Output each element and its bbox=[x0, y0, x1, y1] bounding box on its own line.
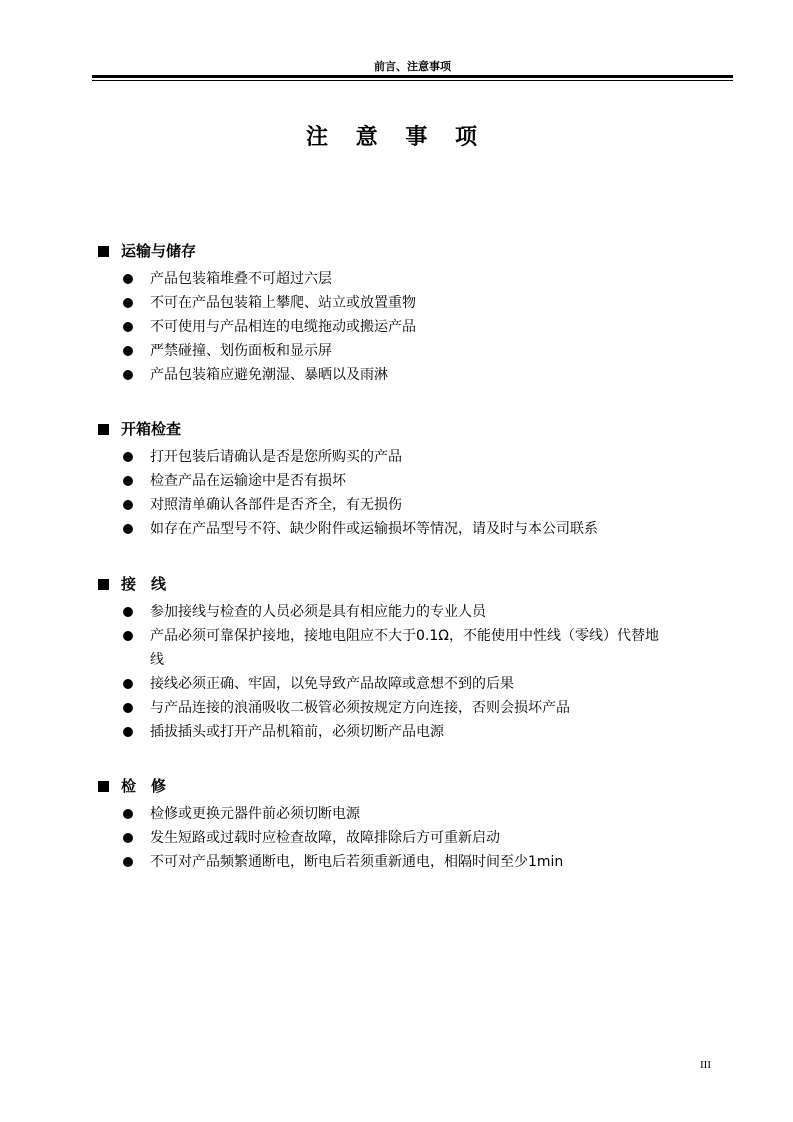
section-heading-text: 运输与储存 bbox=[121, 242, 197, 260]
section-list bbox=[96, 445, 736, 541]
list-item: 参加接线与检查的人员必须是具有相应能力的专业人员 bbox=[96, 600, 666, 624]
section-list bbox=[96, 267, 736, 387]
list-item: 与产品连接的浪涌吸收二极管必须按规定方向连接，否则会损坏产品 bbox=[96, 696, 666, 720]
list-item: 打开包装后请确认是否是您所购买的产品 bbox=[96, 445, 666, 469]
square-bullet-icon bbox=[98, 781, 109, 792]
round-bullet-icon bbox=[123, 346, 133, 356]
list-item: 严禁碰撞、划伤面板和显示屏 bbox=[96, 339, 666, 363]
list-item: 产品包装箱应避免潮湿、暴晒以及雨淋 bbox=[96, 363, 666, 387]
round-bullet-icon bbox=[123, 500, 133, 510]
list-item: 检查产品在运输途中是否有损坏 bbox=[96, 469, 666, 493]
round-bullet-icon bbox=[123, 833, 133, 843]
list-item: 不可对产品频繁通断电，断电后若须重新通电，相隔时间至少1min bbox=[96, 850, 666, 874]
round-bullet-icon bbox=[123, 857, 133, 867]
running-header: 前言、注意事项 bbox=[374, 60, 451, 73]
section-heading bbox=[96, 418, 736, 440]
section-transport-storage bbox=[96, 240, 736, 387]
list-item: 不可在产品包装箱上攀爬、站立或放置重物 bbox=[96, 291, 666, 315]
list-item: 对照清单确认各部件是否齐全，有无损伤 bbox=[96, 493, 666, 517]
square-bullet-icon bbox=[98, 246, 109, 257]
list-item: 不可使用与产品相连的电缆拖动或搬运产品 bbox=[96, 315, 666, 339]
round-bullet-icon bbox=[123, 607, 133, 617]
square-bullet-icon bbox=[98, 424, 109, 435]
section-maintenance bbox=[96, 775, 736, 874]
round-bullet-icon bbox=[123, 370, 133, 380]
header-rule-thin bbox=[92, 80, 733, 81]
section-heading bbox=[96, 240, 736, 262]
header-rule-thick bbox=[92, 75, 733, 78]
round-bullet-icon bbox=[123, 476, 133, 486]
section-heading-text: 接 线 bbox=[121, 575, 167, 593]
list-item: 产品包装箱堆叠不可超过六层 bbox=[96, 267, 666, 291]
round-bullet-icon bbox=[123, 524, 133, 534]
round-bullet-icon bbox=[123, 452, 133, 462]
section-list bbox=[96, 600, 736, 744]
page-number: III bbox=[700, 1059, 711, 1071]
square-bullet-icon bbox=[98, 579, 109, 590]
list-item: 接线必须正确、牢固，以免导致产品故障或意想不到的后果 bbox=[96, 672, 666, 696]
round-bullet-icon bbox=[123, 631, 133, 641]
section-wiring bbox=[96, 573, 736, 744]
round-bullet-icon bbox=[123, 298, 133, 308]
section-heading bbox=[96, 573, 736, 595]
round-bullet-icon bbox=[123, 322, 133, 332]
list-item: 检修或更换元器件前必须切断电源 bbox=[96, 802, 666, 826]
round-bullet-icon bbox=[123, 274, 133, 284]
round-bullet-icon bbox=[123, 727, 133, 737]
section-unpacking-inspection bbox=[96, 418, 736, 541]
page-title: 注 意 事 项 bbox=[306, 125, 487, 150]
section-heading-text: 检 修 bbox=[121, 777, 167, 795]
list-item: 发生短路或过载时应检查故障，故障排除后方可重新启动 bbox=[96, 826, 666, 850]
round-bullet-icon bbox=[123, 809, 133, 819]
section-heading-text: 开箱检查 bbox=[121, 420, 182, 438]
list-item: 如存在产品型号不符、缺少附件或运输损坏等情况，请及时与本公司联系 bbox=[96, 517, 666, 541]
section-list bbox=[96, 802, 736, 874]
section-heading bbox=[96, 775, 736, 797]
round-bullet-icon bbox=[123, 679, 133, 689]
list-item: 产品必须可靠保护接地，接地电阻应不大于0.1Ω，不能使用中性线（零线）代替地线 bbox=[96, 624, 666, 672]
list-item: 插拔插头或打开产品机箱前，必须切断产品电源 bbox=[96, 720, 666, 744]
round-bullet-icon bbox=[123, 703, 133, 713]
